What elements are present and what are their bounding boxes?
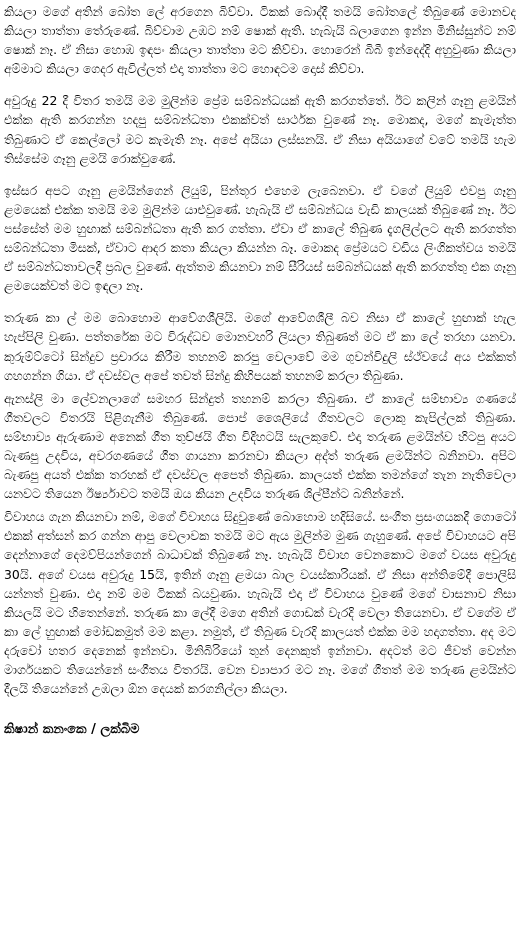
article-page (4, 2, 516, 739)
article-paragraph-1: කියලා මගේ අතින් බෝත ලේ අරගෙන බිව්වා. ටිකක් බොද්දී තමයි බෝතලේ තිබුණේ මොනවද කියලා තාත්තා තේරුණේ. බිව්වාම උඹට නම් ෂොක් ඇති. හැබැයි බලාගෙන ඉන්න මිනිස්සුන්ට නම් ෂොක් නෑ. ඒ නිසා හොඹ ඉඳපං කියලා තාත්තා මට කිව්වා. හොරෙන් බිබී ඉන්දෙද්දි අහුවුණා කියලා අම්මාට කියලා ගෙදර ඇවිල්ලත් එදා තාත්තා මට හොඳටම දොස් කිව්වා. (4, 4, 516, 77)
article-paragraph-6: විවාහය ගැන කියනවා නම්, මගේ විවාහය සිදුවුණේ බොහොම හදිසියේ. සංගීත ප්‍රසංගයකදී ගොටෝ එකක් අත්සන් කර ගන්න ආපු වෙලාවක තමයි මට ඇය මුලින්ම මුණ ගැහුණේ. අපේ විවාහයට අපි දෙන්නාගේ දෙමව්පියන්ගෙන් බාධාවක් තිබුණේ නෑ. හැබැයි විවාහ වෙනකොට මගේ වයස අවුරුදු 30යි. අගේ වයස අවුරුදු 15යි, ඉතින් ගෑනු ළමයා බාල වයස්කාරියක්. ඒ නිසා අන්තිමේදී පොලිසි යන්නත් වුණා. එදා නම් මම ටිකක් බයවුණා. හැබැයි එදා ඒ විවාහය වුණේ මගේ වාසනාව නිසා කියලයි මට හිතෙන්නේ. තරුණ කා ලේදී මගෙ අතින් ගොඩක් වැරදි වෙලා තියෙනවා. ඒ වගේම ඒ කා ලේ හුඟාක් මෝඩකමුත් මම කළා. නමුත්, ඒ තිබුණ වැරදි කාලයත් එක්ක මම හදාගත්තා. අද මට දරුවෝ හතර දෙනෙක් ඉන්නවා. මිනිබිරියෝ තුන් දෙනකුත් ඉන්නවා. අදටත් මට ජීවත් වෙන්න මාර්ගයකට තියෙන්නේ සංගීතය විතරයි. වෙන ව්‍යාපාර මට නෑ. මගේ ගීතත් මම තරුණ ළමයින්ට දීලයි තියෙන්නේ උඹලා ඕන දෙයක් කරගනිල්ලා කියලා. (4, 509, 516, 697)
article-paragraph-5: ඇනස්ලි මා ලේවනලාගේ සමහර සින්දුත් තහනම් කරලා තිබුණා. ඒ කාලේ සම්භාව්‍ය ගණයේ ගීතවලට විතරයි පිළිගැනීම තිබුණේ. පොප් ශෛලියේ ගීතවලට ලොකු කැපිල්ලක් තිබුණා. සම්භාව්‍ය ඇරුණාම අනෙක් ගීත තුච්ඡයි ගීත විදිහටයි සැලකුවේ. එදා තරුණ ළමයින්ව හිටපු අයට බැණපු උදවිය, අවරගණයේ ගීත ගායනා කරනවා කියලා අද්ත් තරුණ ළමයින්ට බනිනවා. අපිට බැණපු අයත් එක්ක තරහක් ඒ දවස්වල අපෙත් තිබුණා. කාලයත් එක්ක තමන්ගේ තැන නැතිවෙලා යනවට තියෙන ඊර්ෂ්‍යාවට තමයි ඔය කියන උදවිය තරුණ ශිල්පීන්ට බනින්නේ. (4, 390, 516, 502)
author-signature: කිෂාන් කනංකෙ / ලක්බිම (4, 722, 140, 738)
article-paragraph-3: ඉස්සර අපට ගෑනු ළමයින්ගෙන් ලියුම්, පින්තූර එහෙම ලැබෙනවා. ඒ වගේ ලියුම් එවපු ගෑනු ළමයෙක් එක්ක තමයි මම මුලින්ම යාළුවුණේ. හැබැයි ඒ සම්බන්ධය වැඩි කාලයක් තිබුණේ නෑ. ඊට පස්සේත් මම හුඟාක් සම්බන්ධතා ඇති කර ගත්තා. ඒවා ඒ කාලේ තිබුණ දැගලිල්ලට ඇති කරගත්ත සම්බන්ධතා මිසක්, ඒවාට ආදර කතා කියලා කියන්න බෑ. මොකද ප්‍රේමයට වඩිය ලිංගිකත්වය තමයි ඒ සම්බන්ධතාවලදී ප්‍රබල වුණේ. ඇත්තම කියනවා නම් සීරියස් සම්බන්ධයක් ඇති කරගත්තු එක ගෑනු ළමයෙක්වත් මට ඉඳලා නෑ. (4, 182, 516, 294)
article-paragraph-2: අවුරුදු 22 දී විතර තමයි මම මුලින්ම ප්‍රේම සම්බන්ධයක් ඇති කරගත්තේ. ඊට කලින් ගෑනු ළමයින් එක්ක ඇති කරගන්න හදපු සම්බන්ධතා එකක්වත් සාර්ථක වුණේ නෑ. මොකද, මගේ කැමැත්ත තිබුණාට ඒ කෙල්ලෝ මට කැමැති නෑ. අපේ අයියා ලස්සනයි. ඒ නිසා අයියාගේ වටේ තමයි හැම තිස්සේම ගෑනු ළමයි රොක්වුණේ. (4, 93, 516, 166)
article-paragraph-4: තරුණ කා ල් මම බොහොම ආවේගශීලියි. මගේ ආවේගශීලී බව නිසා ඒ කාලේ හුඟාක් හැල හැප්පිලි වුණා. පත්තරේක මට විරුද්ධව මොනවහරි ලියලා තිබුණත් මට ඒ කා ලේ තරහා යනවා. කුරුම්ට්ටෝ සින්දුව ප්‍රචාරය කිරීම තහනම් කරපු වෙලාවේ මම ගුවන්විදුලි ස්ථ්වයේ අය එක්කත් ගහගන්න ගියා. ඒ දවස්වල අපේ තවත් සින්දු කිහිපයක් තහනම් කරලා තිබුණා. (4, 310, 516, 383)
